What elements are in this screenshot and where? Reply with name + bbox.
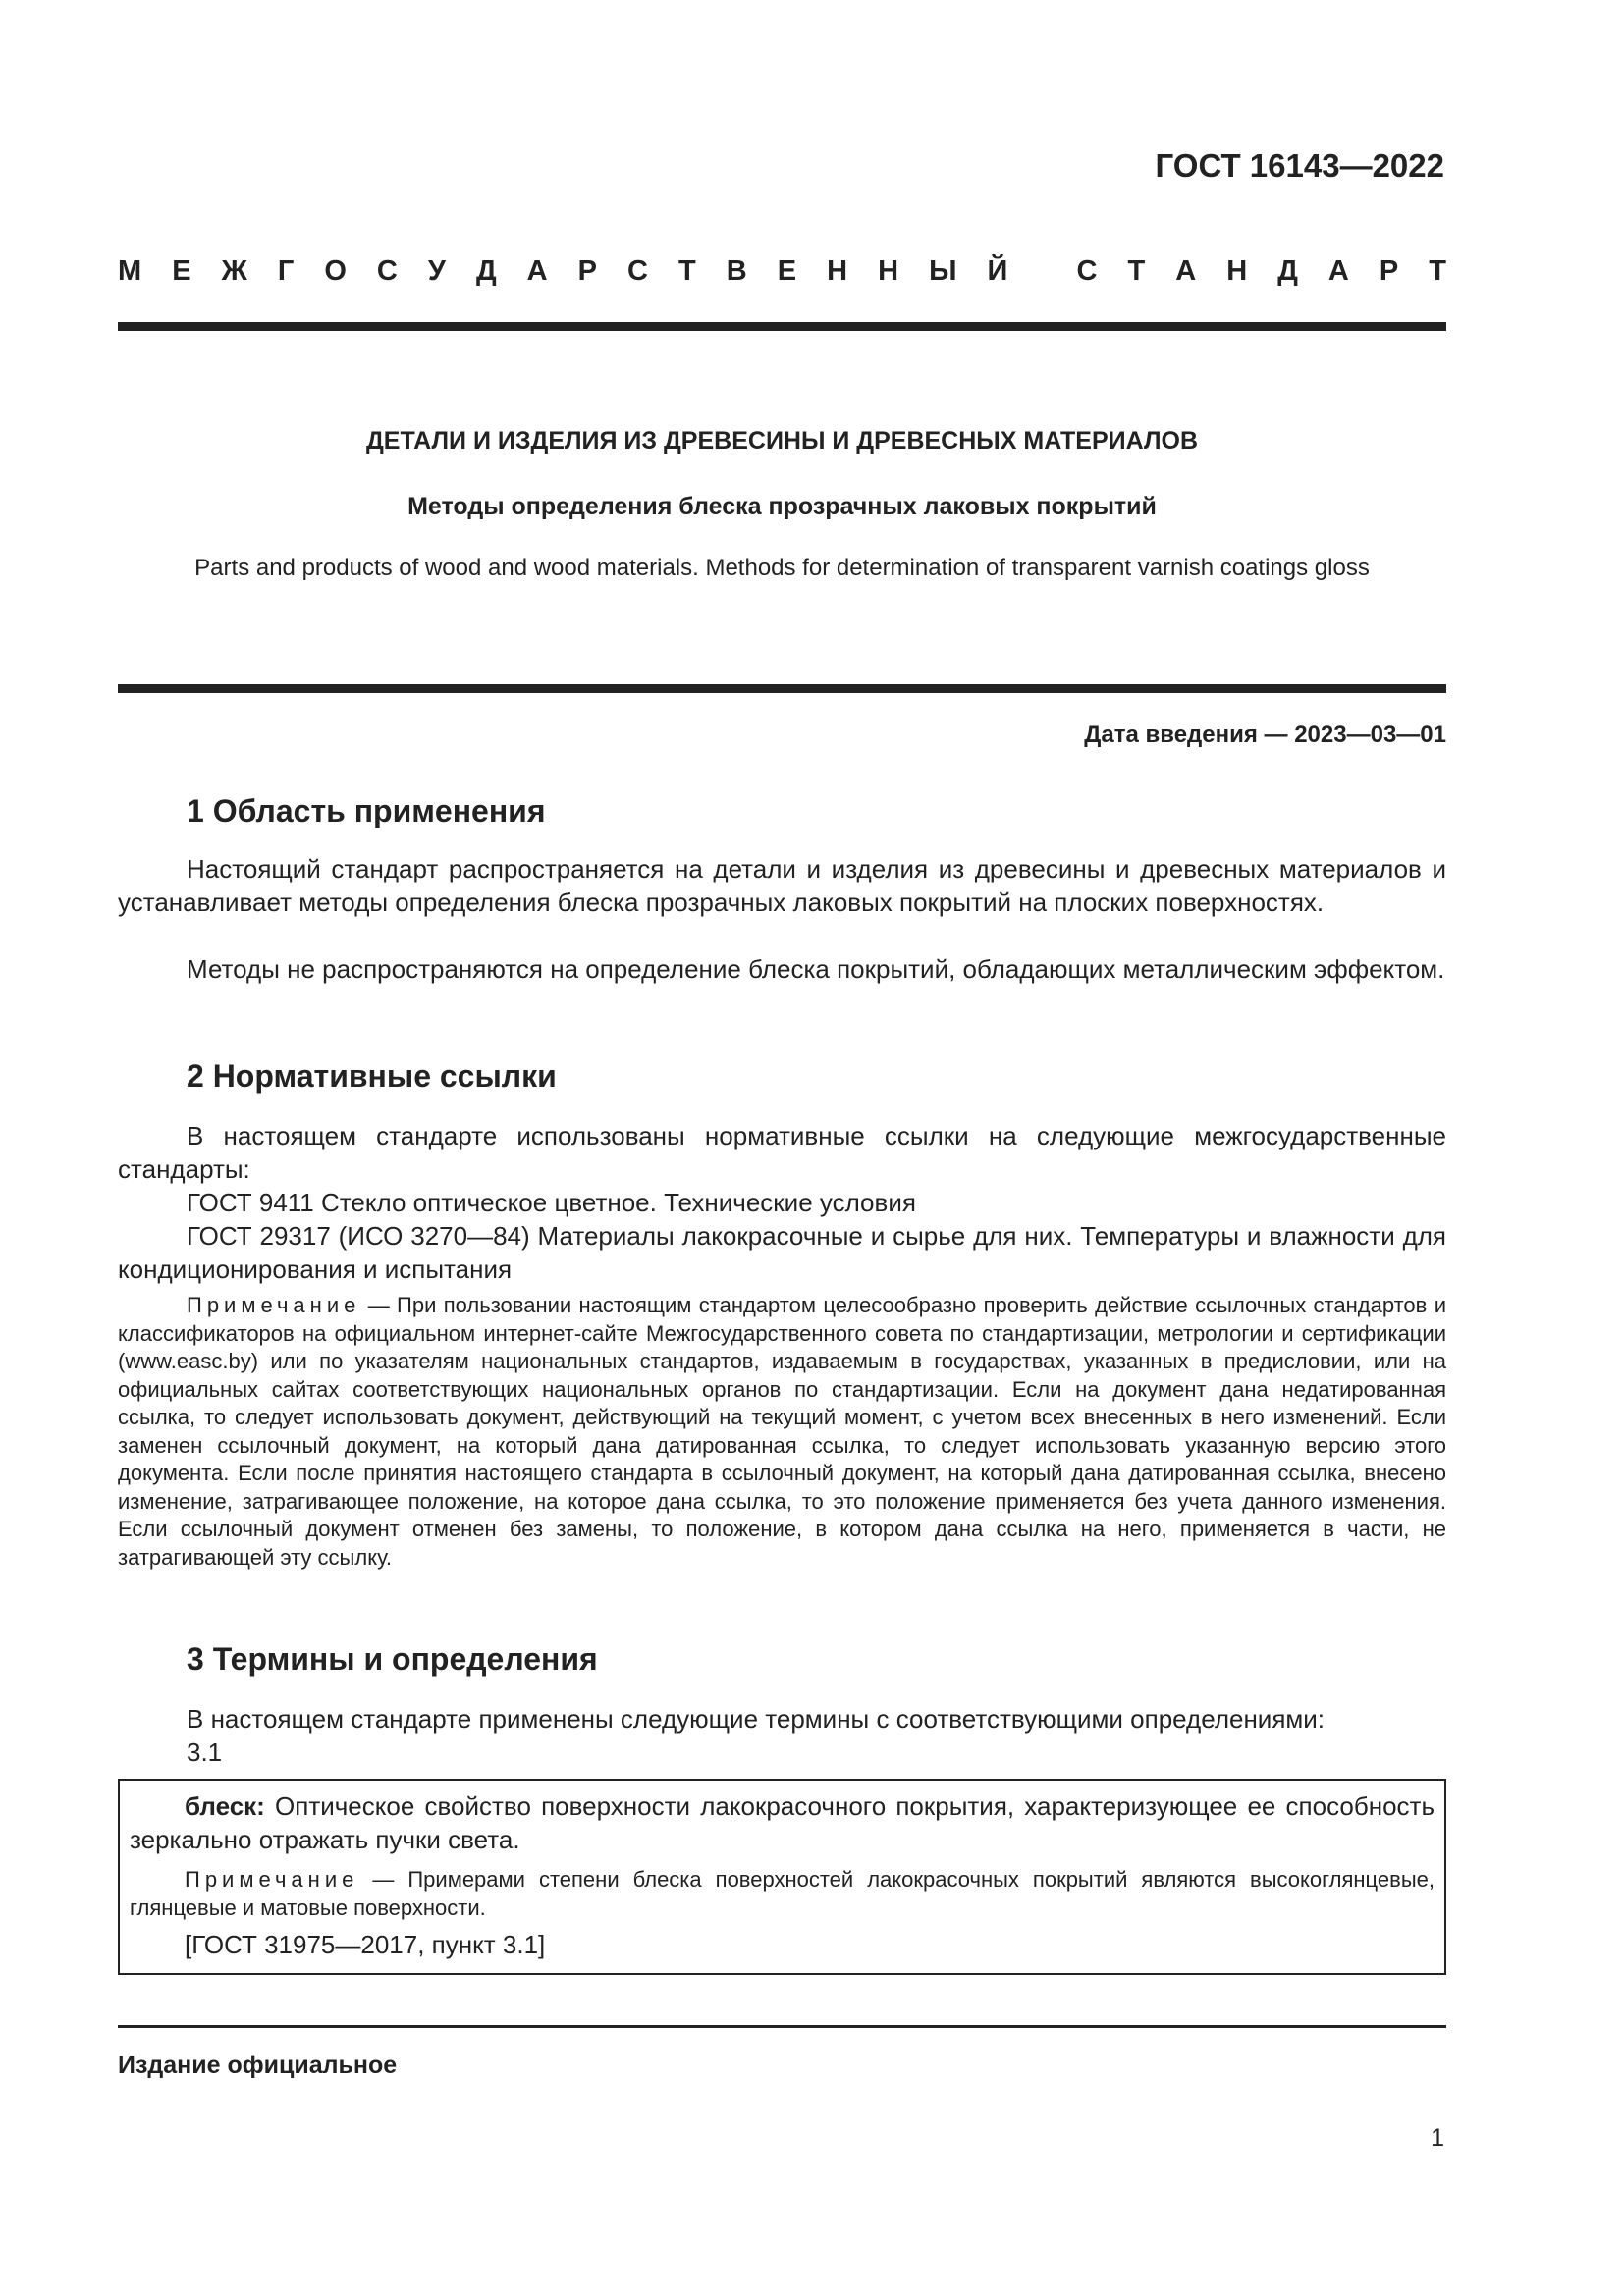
section-3-paragraph-1: В настоящем стандарте применены следующие термины с соответствующими определениями: <box>187 1704 1326 1734</box>
normative-reference-2: ГОСТ 29317 (ИСО 3270—84) Материалы лакокрасочные и сырье для них. Температуры и влажности для кондиционирования и испытания <box>118 1221 1446 1284</box>
banner-letter: Г <box>277 255 295 287</box>
banner-letter: В <box>726 255 747 287</box>
banner-letter: Ж <box>221 255 247 287</box>
term-note <box>120 1866 1444 1922</box>
banner-letter: Й <box>987 255 1008 287</box>
banner-letter <box>1038 255 1046 288</box>
term-definition <box>120 1789 1444 1856</box>
banner-letter: Н <box>878 255 899 287</box>
banner-letter: М <box>118 255 142 287</box>
banner-letter: Т <box>1429 255 1446 287</box>
banner-letter: У <box>427 255 446 287</box>
banner-letter: С <box>1076 255 1098 287</box>
title-rule <box>118 684 1446 693</box>
standard-type-banner <box>118 255 1446 288</box>
banner-letter: Т <box>1127 255 1146 287</box>
document-code: ГОСТ 16143—2022 <box>1155 147 1444 184</box>
term-definition-box <box>118 1779 1446 1975</box>
term-name: блеск: <box>185 1791 265 1821</box>
banner-letter: А <box>1327 255 1349 287</box>
note-text: — При пользовании настоящим стандартом целесообразно проверить действие ссылочных стандартов и классификаторов на официальном интернет-сайте Межгосударственного совета по стандартизации, метрологии и сертификации (www.easc.by) или по указателям национальных стандартов, издаваемым в государствах, указанных в предисловии, или на официальных сайтах соответствующих национальных органов по стандартизации. Если на документ дана недатированная ссылка, то следует использовать документ, действующий на текущий момент, с учетом всех внесенных в него изменений. Если заменен ссылочный документ, на который дана датированная ссылка, то следует использовать указанную версию этого документа. Если после принятия настоящего стандарта в ссылочный документ, на который дана датированная ссылка, внесено изменение, затрагивающее положение, на которое дана ссылка, то это положение применяется без учета данного изменения. Если ссылочный документ отменен без замены, то положение, в котором дана ссылка на него, применяется в части, не затрагивающей эту ссылку. <box>118 1293 1446 1570</box>
term-note-label: Примечание <box>185 1867 359 1892</box>
banner-letter: Ы <box>929 255 957 287</box>
section-2-paragraph-1: В настоящем стандарте использованы нормативные ссылки на следующие межгосударственные стандарты: <box>118 1121 1446 1184</box>
banner-letter: А <box>526 255 548 287</box>
section-1-heading: 1 Область применения <box>187 793 546 828</box>
banner-letter: О <box>324 255 347 287</box>
page-number: 1 <box>1431 2124 1444 2152</box>
section-2-note <box>118 1292 1446 1572</box>
banner-letter: Н <box>827 255 848 287</box>
banner-letter: Р <box>577 255 597 287</box>
banner-letter: Д <box>1277 255 1298 287</box>
term-note-text: — Примерами степени блеска поверхностей лакокрасочных покрытий являются высокоглянцевые, глянцевые и матовые поверхности. <box>130 1867 1435 1920</box>
document-subtitle: Методы определения блеска прозрачных лаковых покрытий <box>407 493 1157 520</box>
footer-rule <box>118 2025 1446 2028</box>
banner-letter: Е <box>172 255 191 287</box>
section-1-paragraph-2: Методы не распространяются на определение блеска покрытий, обладающих металлическим эффектом. <box>187 954 1445 984</box>
term-source: [ГОСТ 31975—2017, пункт 3.1] <box>185 1930 546 1959</box>
term-definition-text: Оптическое свойство поверхности лакокрасочного покрытия, характеризующее ее способность зеркально отражать пучки света. <box>130 1791 1435 1854</box>
section-2-heading: 2 Нормативные ссылки <box>187 1058 557 1094</box>
note-label: Примечание <box>187 1293 361 1317</box>
banner-letter: С <box>627 255 648 287</box>
banner-letter: А <box>1175 255 1197 287</box>
edition-label: Издание официальное <box>118 2052 398 2079</box>
term-number: 3.1 <box>187 1737 223 1767</box>
banner-letter: Р <box>1379 255 1399 287</box>
banner-letter: Т <box>678 255 696 287</box>
banner-letter: С <box>376 255 398 287</box>
document-title: ДЕТАЛИ И ИЗДЕЛИЯ ИЗ ДРЕВЕСИНЫ И ДРЕВЕСНЫХ МАТЕРИАЛОВ <box>365 427 1199 454</box>
banner-letter: Е <box>777 255 797 287</box>
document-title-english: Parts and products of wood and wood materials. Methods for determination of transparent varnish coatings gloss <box>194 555 1370 581</box>
section-3-heading: 3 Термины и определения <box>187 1641 598 1677</box>
normative-reference-1: ГОСТ 9411 Стекло оптическое цветное. Технические условия <box>187 1188 916 1217</box>
header-rule <box>118 322 1446 331</box>
introduction-date: Дата введения — 2023—03—01 <box>1084 721 1446 748</box>
section-1-paragraph-1: Настоящий стандарт распространяется на детали и изделия из древесины и древесных материалов и устанавливает методы определения блеска прозрачных лаковых покрытий на плоских поверхностях. <box>118 854 1446 917</box>
banner-letter: Н <box>1226 255 1248 287</box>
banner-letter: Д <box>475 255 497 287</box>
